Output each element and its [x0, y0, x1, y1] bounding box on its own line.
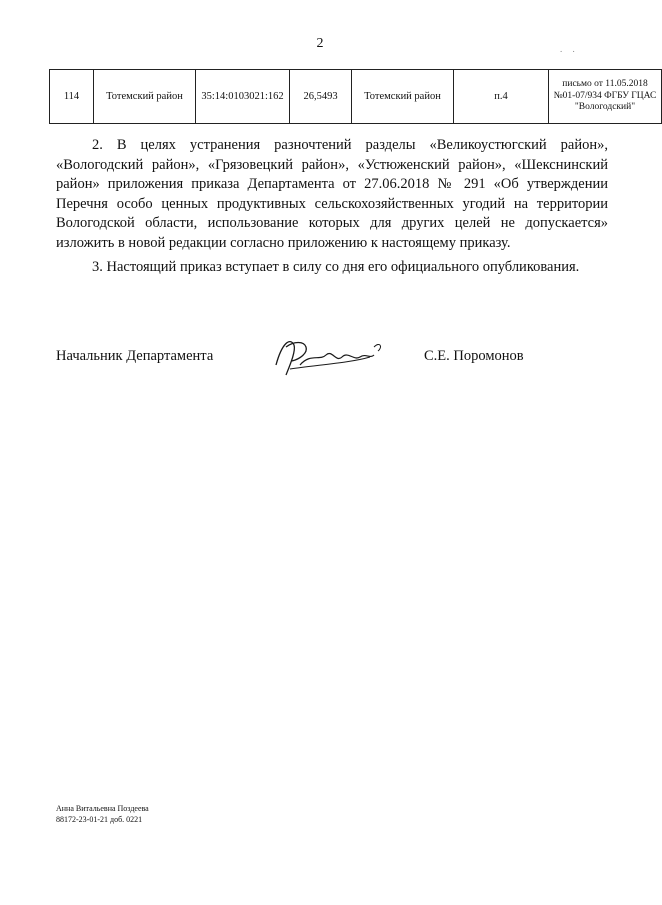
signatory-title: Начальник Департамента [56, 348, 214, 364]
signature-block [0, 343, 640, 383]
cell-cadastral-number: 35:14:0103021:162 [196, 70, 290, 124]
handwritten-signature [270, 335, 385, 379]
table-row [50, 70, 662, 124]
cell-number: 114 [50, 70, 94, 124]
scan-artifact: . . [560, 44, 579, 54]
cell-item: п.4 [454, 70, 549, 124]
executor-info [56, 803, 149, 825]
land-registry-table [49, 69, 662, 124]
paragraph-2: 2. В целях устранения разночтений разделы «Великоустюгский район», «Вологодский район», «Грязовецкий район», «Устюженский район», «Шекснинский район» приложения приказа Департамента от 27.06.2018 № 291 «Об утверждении Перечня особо ценных продуктивных сельскохозяйственных угодий на территории Вологодской области, использование которых для других целей не допускается» изложить в новой редакции согласно приложению к настоящему приказу. [56, 137, 608, 251]
cell-area: 26,5493 [290, 70, 352, 124]
cell-basis: письмо от 11.05.2018 №01-07/934 ФГБУ ГЦАС "Вологодский" [549, 70, 662, 124]
signatory-name: С.Е. Поромонов [424, 348, 524, 364]
cell-district: Тотемский район [94, 70, 196, 124]
page-number: 2 [316, 36, 324, 51]
executor-phone: 88172-23-01-21 доб. 0221 [56, 815, 143, 824]
executor-name: Анна Витальевна Поздеева [56, 804, 149, 813]
cell-district-location: Тотемский район [352, 70, 454, 124]
paragraph-3: 3. Настоящий приказ вступает в силу со дня его официального опубликования. [92, 259, 580, 275]
